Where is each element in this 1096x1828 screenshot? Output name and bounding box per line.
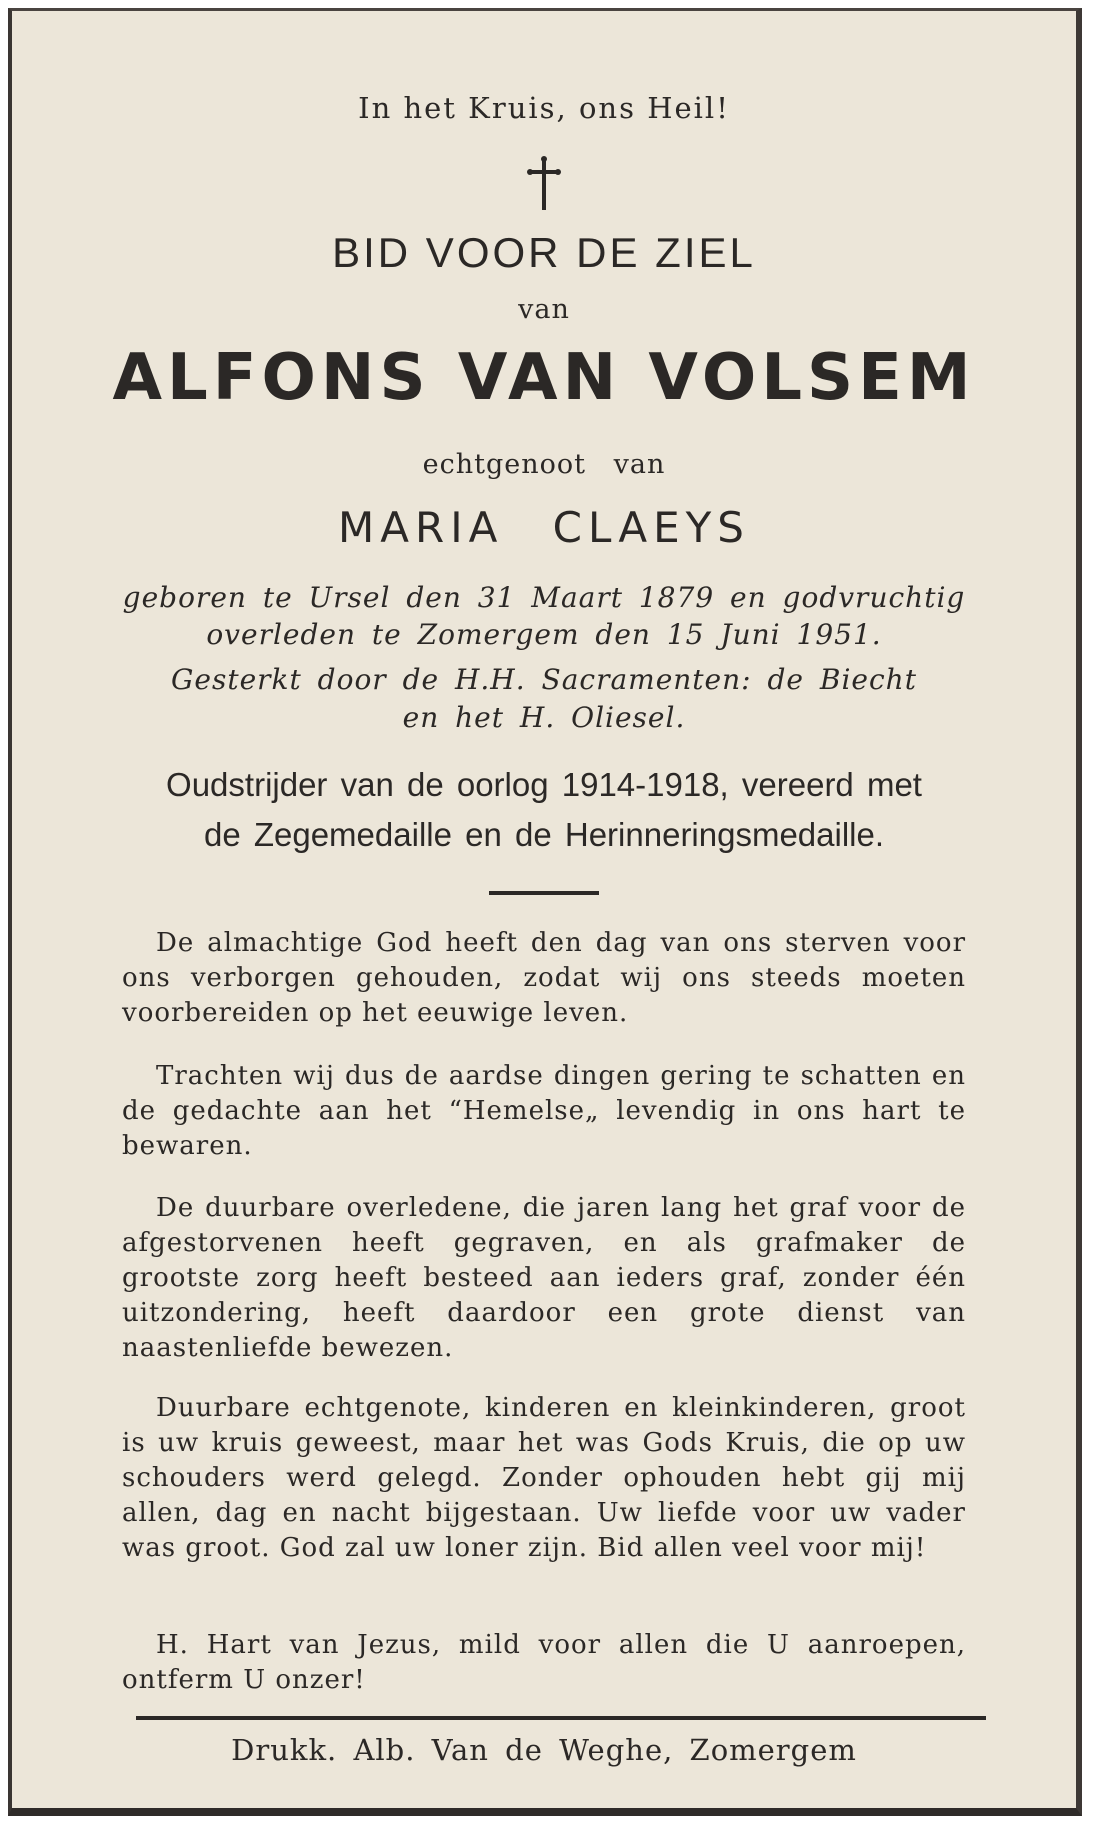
cross-icon <box>524 156 564 212</box>
van-label: van <box>518 294 570 325</box>
death-line: overleden te Zomergem den 15 Juni 1951. <box>206 618 882 651</box>
heading: BID VOOR DE ZIEL <box>332 229 756 276</box>
sacrament-line-2: en het H. Oliesel. <box>402 701 686 734</box>
paragraph-text: Duurbare echtgenote, kinderen en kleinkinderen, groot is uw kruis geweest, maar het was Gods Kruis, die op uw schouders werd gelegd. Zonder ophouden hebt gij mij allen, dag en nacht bijgestaan. Uw liefde voor uw vader was groot. God zal uw loner zijn. Bid allen veel voor mij! <box>122 1393 966 1563</box>
veteran-line-1: Oudstrijder van de oorlog 1914-1918, vereerd met <box>166 766 922 803</box>
paragraph-text: Trachten wij dus de aardse dingen gering te schatten en de gedachte aan het “Hemelse„ levendig in ons hart te bewaren. <box>122 1061 966 1161</box>
paragraph-text: De almachtige God heeft den dag van ons sterven voor ons verborgen gehouden, zodat wij ons steeds moeten voorbereiden op het eeuwige leven. <box>122 928 966 1028</box>
paragraph <box>122 1191 966 1366</box>
deceased-name: ALFONS VAN VOLSEM <box>112 341 976 415</box>
printer-credit: Drukk. Alb. Van de Weghe, Zomergem <box>231 1733 857 1767</box>
spouse-name: MARIA CLAEYS <box>338 503 750 552</box>
memorial-card <box>8 8 1082 1816</box>
motto: In het Kruis, ons Heil! <box>358 91 730 125</box>
divider-long <box>136 1716 986 1720</box>
paragraph <box>122 1391 966 1566</box>
paragraph-text: De duurbare overledene, die jaren lang het graf voor de afgestorvenen heeft gegraven, en als grafmaker de grootste zorg heeft besteed aan ieders graf, zonder één uitzondering, heeft daardoor een grote dienst van naastenliefde bewezen. <box>122 1193 966 1363</box>
veteran-line-2: de Zegemedaille en de Herinneringsmedaille. <box>203 816 885 853</box>
paragraph <box>122 1628 966 1698</box>
paragraph <box>122 926 966 1031</box>
divider-short <box>489 891 599 895</box>
spouse-label: echtgenoot van <box>422 449 666 480</box>
sacrament-line-1: Gesterkt door de H.H. Sacramenten: de Biecht <box>171 663 917 696</box>
paragraph <box>122 1059 966 1164</box>
birth-line: geboren te Ursel den 31 Maart 1879 en godvruchtig <box>122 581 966 614</box>
paragraph-text: H. Hart van Jezus, mild voor allen die U aanroepen, ontferm U onzer! <box>122 1630 966 1695</box>
